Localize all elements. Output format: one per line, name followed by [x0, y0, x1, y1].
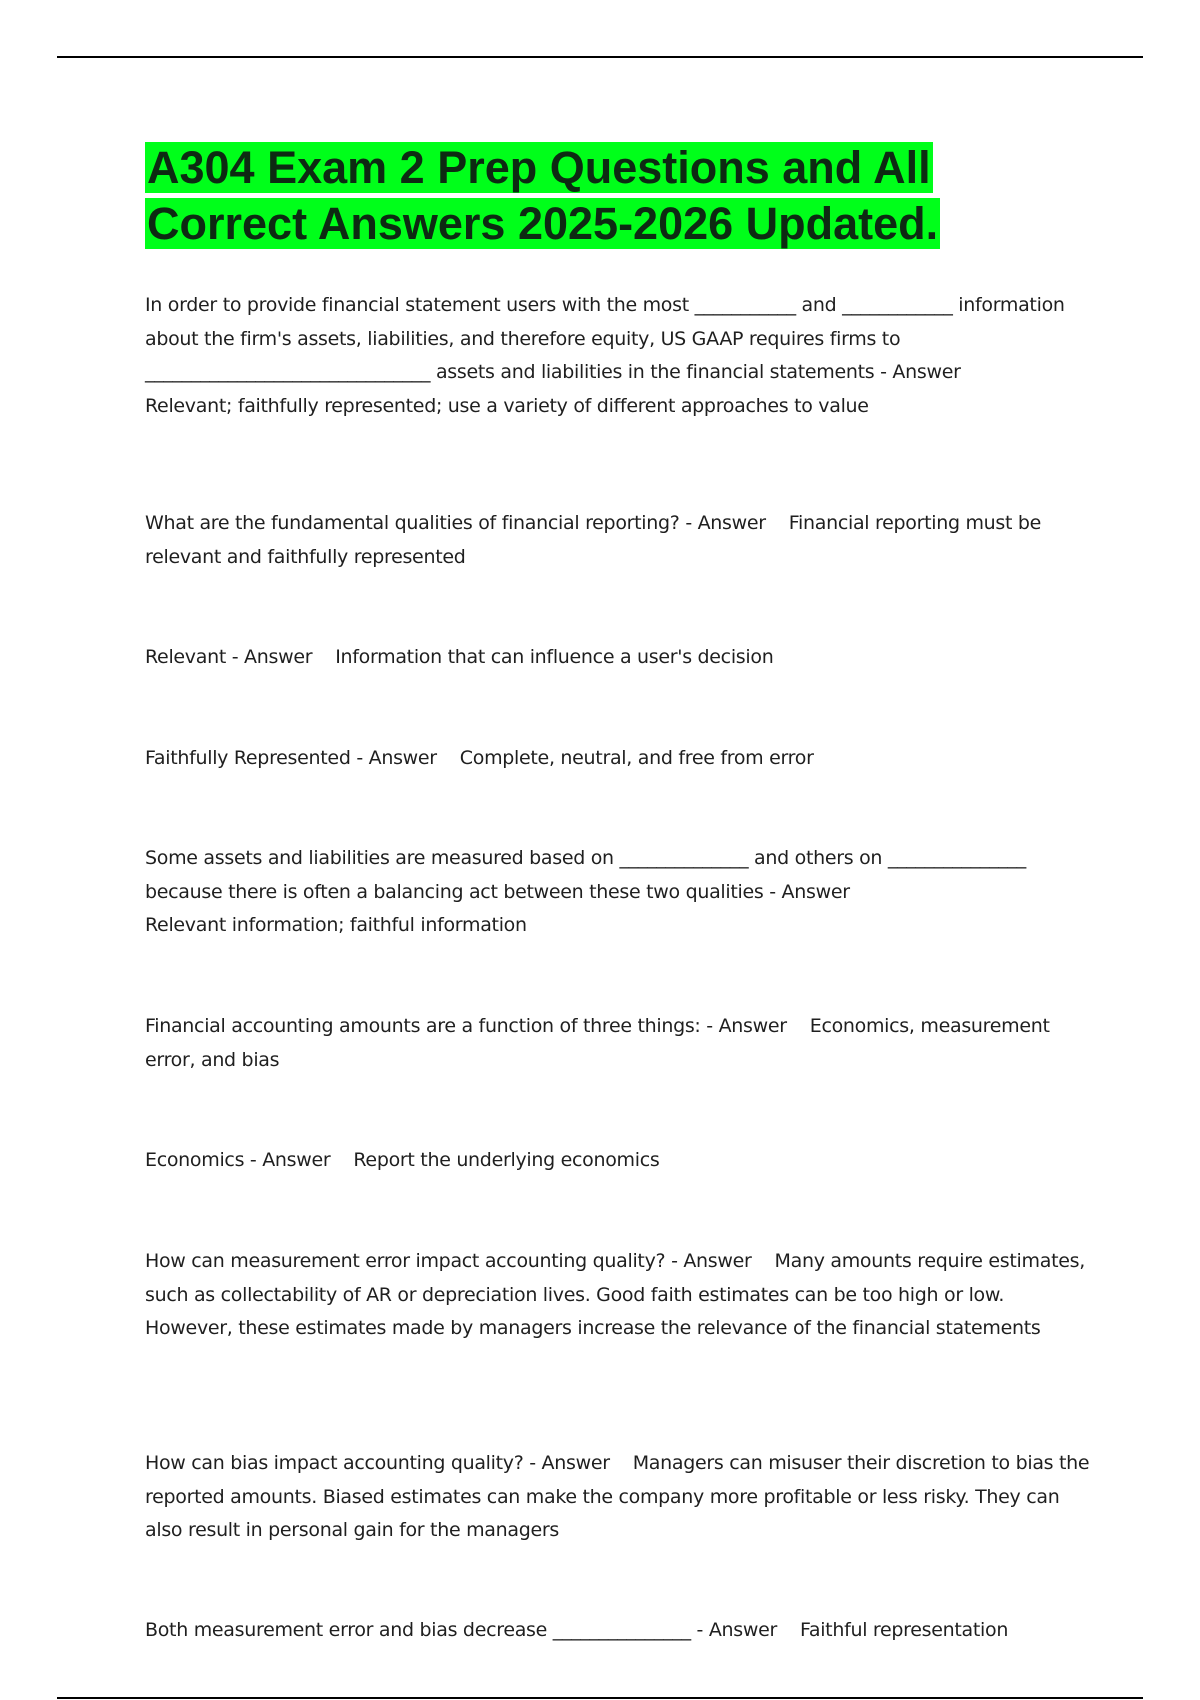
qa-item: [145, 1447, 1090, 1548]
question-text: Some assets and liabilities are measured based on ______________ and others on _______________ because there is often a balancing act between these two qualities: [145, 847, 1026, 903]
question-text: How can bias impact accounting quality?: [145, 1452, 524, 1474]
answer-label: - Answer: [700, 1015, 787, 1037]
document-title: [145, 140, 1045, 252]
answer-text: Managers can misuser their discretion to bias the reported amounts. Biased estimates can make the company more profitable or less risky. They can also result in personal gain for the managers: [145, 1452, 1090, 1541]
answer-text: Relevant; faithfully represented; use a variety of different approaches to value: [145, 394, 869, 417]
question-text: In order to provide financial statement users with the most ___________ and ____________ information about the firm's assets, liabilities, and therefore equity, US GAAP requires firms to _______________________________ assets and liabilities in the financial statements: [145, 294, 1065, 383]
bottom-divider: [57, 1697, 1143, 1699]
question-text: Financial accounting amounts are a function of three things:: [145, 1015, 701, 1037]
qa-item: [145, 1245, 1090, 1346]
answer-text: Financial reporting must be relevant and faithfully represented: [145, 512, 1042, 568]
answer-label: - Answer: [523, 1452, 610, 1474]
answer-text: Report the underlying economics: [353, 1149, 660, 1171]
top-divider: [57, 56, 1143, 58]
answer-label: - Answer: [763, 880, 850, 903]
qa-item: [145, 289, 1090, 423]
qa-item: [145, 641, 1090, 675]
answer-label: - Answer: [679, 512, 766, 534]
answer-label: - Answer: [226, 646, 313, 668]
answer-label: - Answer: [690, 1619, 777, 1641]
qa-item: [145, 507, 1090, 574]
question-text: Both measurement error and bias decrease _______________: [145, 1619, 691, 1641]
answer-text: Complete, neutral, and free from error: [459, 747, 814, 769]
answer-text: Relevant information; faithful information: [145, 914, 527, 936]
title-highlight: A304 Exam 2 Prep Questions and All Correct Answers 2025-2026 Updated.: [147, 142, 939, 249]
qa-item: [145, 742, 1090, 776]
question-text: Economics: [145, 1149, 245, 1171]
question-text: Faithfully Represented: [145, 747, 351, 769]
answer-label: - Answer: [665, 1250, 752, 1272]
question-text: What are the fundamental qualities of financial reporting?: [145, 512, 680, 534]
answer-text: Faithful representation: [799, 1619, 1009, 1641]
qa-item: [145, 1614, 1090, 1648]
qa-item: [145, 1010, 1090, 1077]
answer-text: Economics, measurement error, and bias: [145, 1015, 1050, 1071]
question-text: How can measurement error impact accounting quality?: [145, 1250, 666, 1272]
qa-item: [145, 842, 1090, 943]
answer-label: - Answer: [874, 361, 961, 383]
answer-label: - Answer: [244, 1149, 331, 1171]
question-text: Relevant: [145, 646, 226, 668]
answer-text: Information that can influence a user's decision: [335, 646, 774, 668]
answer-text: Many amounts require estimates, such as collectability of AR or depreciation lives. Good faith estimates can be too high or low. However, these estimates made by managers increase the relevance of the financial statements: [145, 1250, 1085, 1339]
qa-item: [145, 1144, 1090, 1178]
answer-label: - Answer: [350, 747, 437, 769]
